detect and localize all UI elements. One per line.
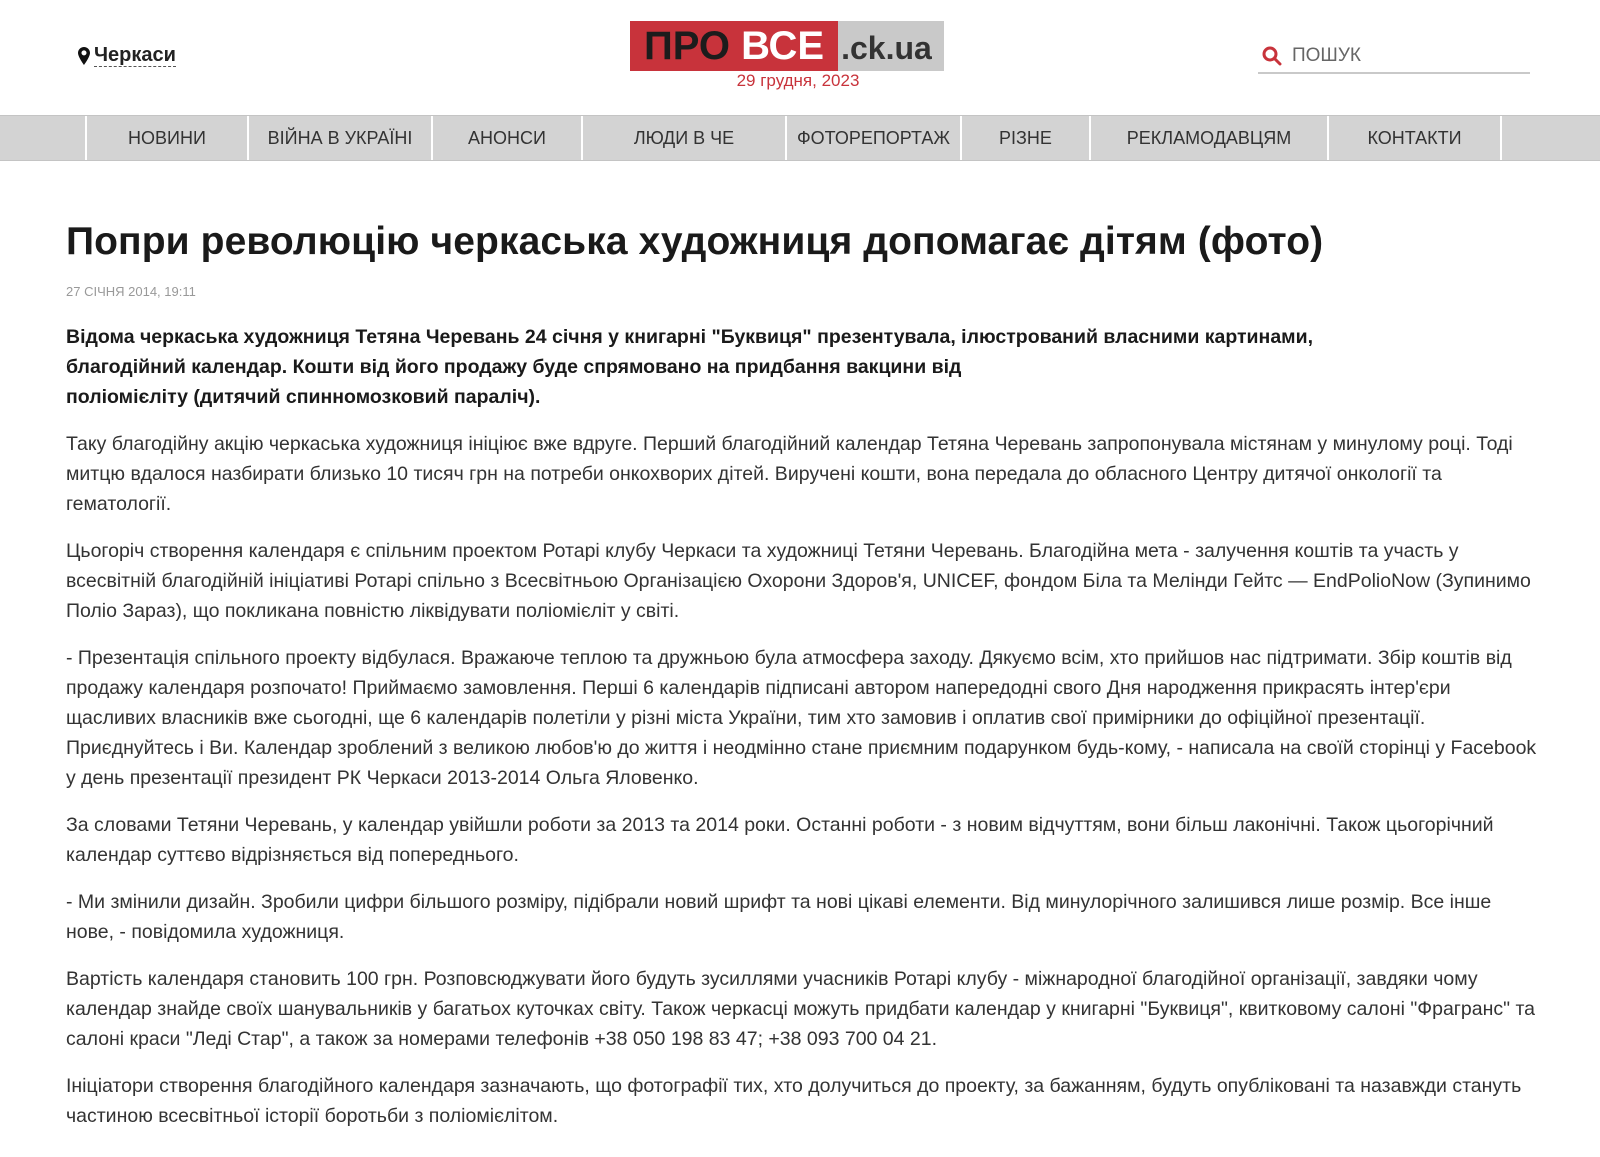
nav-item-announcements[interactable]: АНОНСИ [431, 116, 581, 160]
article-paragraph: Цьогоріч створення календаря є спільним проектом Ротарі клубу Черкаси та художниці Тетяни Черевань. Благодійна мета - залучення коштів та участь у всесвітній благодійній ініціативі Ротарі спільно з Всесвітньою Організацією Охорони Здоров'я, UNICEF, фондом Біла та Мелінди Гейтс — EndPolioNow (Зупинимо Поліо Зараз), що покликана повністю ліквідувати поліомієліт у світі. [66, 540, 1531, 622]
main-nav [0, 115, 1600, 161]
nav-item-people[interactable]: ЛЮДИ В ЧЕ [581, 116, 785, 160]
search-box[interactable] [1258, 40, 1530, 74]
logo-text-pro: ПРО [644, 24, 731, 68]
search-input[interactable] [1292, 45, 1512, 67]
article-lead [66, 322, 1538, 412]
lead-line: Відома черкаська художниця Тетяна Черевань 24 січня у книгарні "Буквиця" презентувала, ілюстрований власними картинами, [66, 326, 1314, 348]
location-name[interactable]: Черкаси [94, 44, 176, 66]
nav-item-contacts[interactable]: КОНТАКТИ [1327, 116, 1502, 160]
site-header [0, 0, 1600, 114]
nav-item-news[interactable]: НОВИНИ [85, 116, 247, 160]
nav-items [85, 116, 1502, 160]
article-title: Попри революцію черкаська художниця допомагає дітям (фото) [66, 220, 1324, 263]
lead-line: благодійний календар. Кошти від його продажу буде спрямовано на придбання вакцини від [66, 356, 962, 378]
logo-domain: .ck.ua [838, 21, 944, 71]
nav-item-advertisers[interactable]: РЕКЛАМОДАВЦЯМ [1089, 116, 1327, 160]
article-paragraph: Таку благодійну акцію черкаська художниця ініціює вже вдруге. Перший благодійний календар Тетяна Черевань запропонувала містянам у минулому році. Тоді митцю вдалося назбирати близько 10 тисяч грн на потреби онкохворих дітей. Виручені кошти, вона передала до обласного Центру дитячої онкології та гематології. [66, 433, 1513, 515]
article-date: 27 СІЧНЯ 2014, 19:11 [66, 284, 196, 299]
logo-red-block [630, 21, 838, 71]
nav-item-war[interactable]: ВІЙНА В УКРАЇНІ [247, 116, 431, 160]
article-paragraph: За словами Тетяни Черевань, у календар увійшли роботи за 2013 та 2014 роки. Останні роботи - з новим відчуттям, вони більш лаконічні. Також цьогорічний календар суттєво відрізняється від попереднього. [66, 814, 1494, 866]
nav-item-misc[interactable]: РІЗНЕ [960, 116, 1089, 160]
lead-line: поліомієліту (дитячий спинномозковий параліч). [66, 386, 541, 408]
nav-item-photoreport[interactable]: ФОТОРЕПОРТАЖ [785, 116, 960, 160]
article [66, 216, 1538, 1131]
article-paragraph: Вартість календаря становить 100 грн. Розповсюджувати його будуть зусиллями учасників Ротарі клубу - міжнародної благодійної організації, завдяки чому календар знайде своїх шанувальників у багатьох куточках світу. Також черкасці можуть придбати календар у книгарні "Буквиця", квитковому салоні "Фрагранс" та салоні краси "Леді Стар", а також за номерами телефонів +38 050 198 83 47; +38 093 700 04 21. [66, 968, 1536, 1050]
article-paragraph: - Ми змінили дизайн. Зробили цифри більшого розміру, підібрали новий шрифт та нові цікаві елементи. Від минулорічного залишився лише розмір. Все інше нове, - повідомила художниця. [66, 891, 1492, 943]
article-paragraph: Ініціатори створення благодійного календаря зазначають, що фотографії тих, хто долучиться до проекту, за бажанням, будуть опубліковані та назавжди стануть частиною всесвітньої історії боротьби з поліомієлітом. [66, 1075, 1522, 1127]
site-logo[interactable] [630, 21, 944, 71]
header-date: 29 грудня, 2023 [736, 71, 860, 90]
search-icon[interactable] [1262, 46, 1282, 66]
logo-text-vse: ВСЕ [741, 24, 825, 68]
article-paragraph: - Презентація спільного проекту відбулася. Вражаюче теплою та дружньою була атмосфера заходу. Дякуємо всім, хто прийшов нас підтримати. Збір коштів від продажу календаря розпочато! Приймаємо замовлення. Перші 6 календарів підписані автором напередодні свого Дня народження прикрасять інтер'єри щасливих власників вже сьогодні, ще 6 календарів полетіли у різні міста України, тим хто замовив і оплатив свої примірники до офіційної презентації. Приєднуйтесь і Ви. Календар зроблений з великою любов'ю до життя і неодмінно стане приємним подарунком будь-кому, - написала на своїй сторінці у Facebook у день презентації президент РК Черкаси 2013-2014 Ольга Яловенко. [66, 647, 1537, 789]
location-selector[interactable] [78, 44, 176, 67]
map-pin-icon [78, 47, 90, 65]
